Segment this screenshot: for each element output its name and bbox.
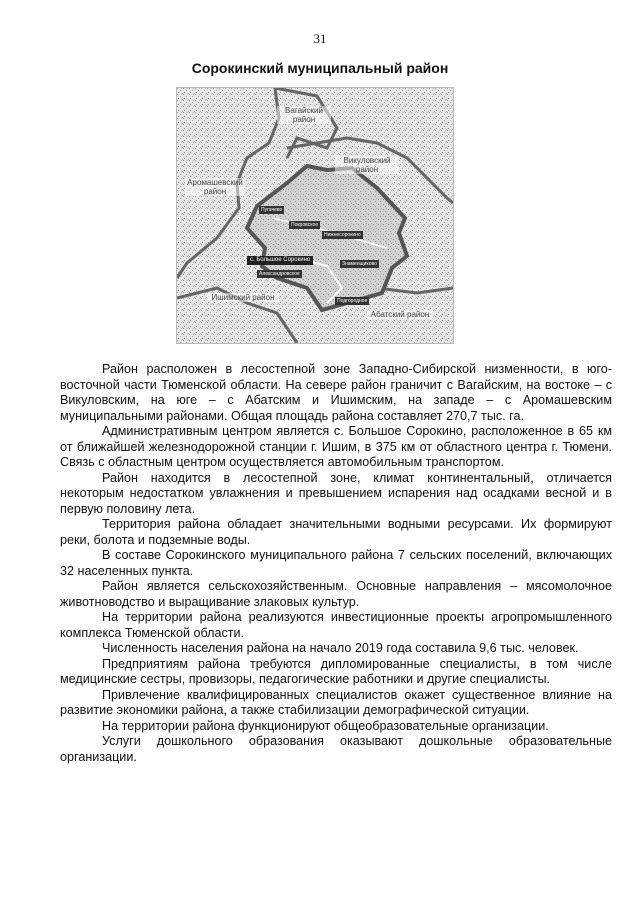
- paragraph: Численность населения района на начало 2019 года составила 9,6 тыс. человек.: [102, 641, 579, 655]
- village-label: Александровское: [259, 271, 300, 277]
- village-label: Подгородное: [337, 298, 368, 304]
- district-map: [176, 87, 454, 344]
- village-label: Нижнесорокино: [324, 232, 361, 238]
- map-label-vagai: Вагайский район: [277, 106, 331, 124]
- paragraph: Территория района обладает значительными водными ресурсами. Их формируют реки, болота и подземные воды.: [60, 517, 612, 547]
- map-label-abatsk: Абатский район: [367, 310, 433, 319]
- paragraph: На территории района функционируют общеобразовательные организации.: [102, 718, 549, 733]
- paragraph: Привлечение квалифицированных специалистов окажет существенное влияние на развитие экономики района, а также стабилизации демографической ситуации.: [60, 687, 612, 717]
- map-label-vikulovo: Викуловский район: [335, 156, 399, 174]
- paragraph: Район расположен в лесостепной зоне Западно-Сибирской низменности, в юго-восточной части Тюменской области. На севере район граничит с Вагайским, на востоке – с Викуловским, на юге – с Абатским и Ишимским, на западе – с Аромашевским муниципальными районами. Общая площадь района составляет 270,7 тыс. га.: [60, 362, 612, 423]
- paragraph: Район находится в лесостепной зоне, климат континентальный, отличается некоторым недостатком увлажнения и превышением испарения над осадками весной и в первую половину лета.: [60, 470, 612, 516]
- paragraph: На территории района реализуются инвестиционные проекты агропромышленного комплекса Тюменской области.: [60, 610, 612, 640]
- village-label: Пугачево: [261, 207, 283, 213]
- map-label-ishim: Ишимский район: [207, 293, 279, 302]
- map-label-aromashevo: Аромашевский район: [185, 178, 245, 196]
- paragraph: Район является сельскохозяйственным. Основные направления – мясомолочное животноводство и выращивание злаковых культур.: [60, 579, 612, 609]
- body-text: [60, 362, 612, 765]
- paragraph: Административным центром является с. Большое Сорокино, расположенное в 65 км от ближайшей железнодорожной станции г. Ишим, в 375 км от областного центра г. Тюмени. Связь с областным центром осуществляется автомобильным транспортом.: [60, 424, 612, 469]
- village-label: Знаменщиково: [342, 261, 377, 267]
- paragraph: В составе Сорокинского муниципального района 7 сельских поселений, включающих 32 населенных пункта.: [60, 548, 612, 578]
- paragraph: Услуги дошкольного образования оказывают дошкольные образовательные организации.: [60, 734, 612, 764]
- page-title: Сорокинский муниципальный район: [191, 60, 449, 76]
- map-graphic: [177, 88, 453, 343]
- paragraph: Предприятиям района требуются дипломированные специалисты, в том числе медицинские сестры, провизоры, педагогические работники и другие специалисты.: [60, 656, 612, 686]
- page-number: 31: [313, 31, 327, 46]
- village-label: Покровское: [291, 222, 319, 228]
- village-label-center: с. Большое Сорокино: [247, 256, 313, 265]
